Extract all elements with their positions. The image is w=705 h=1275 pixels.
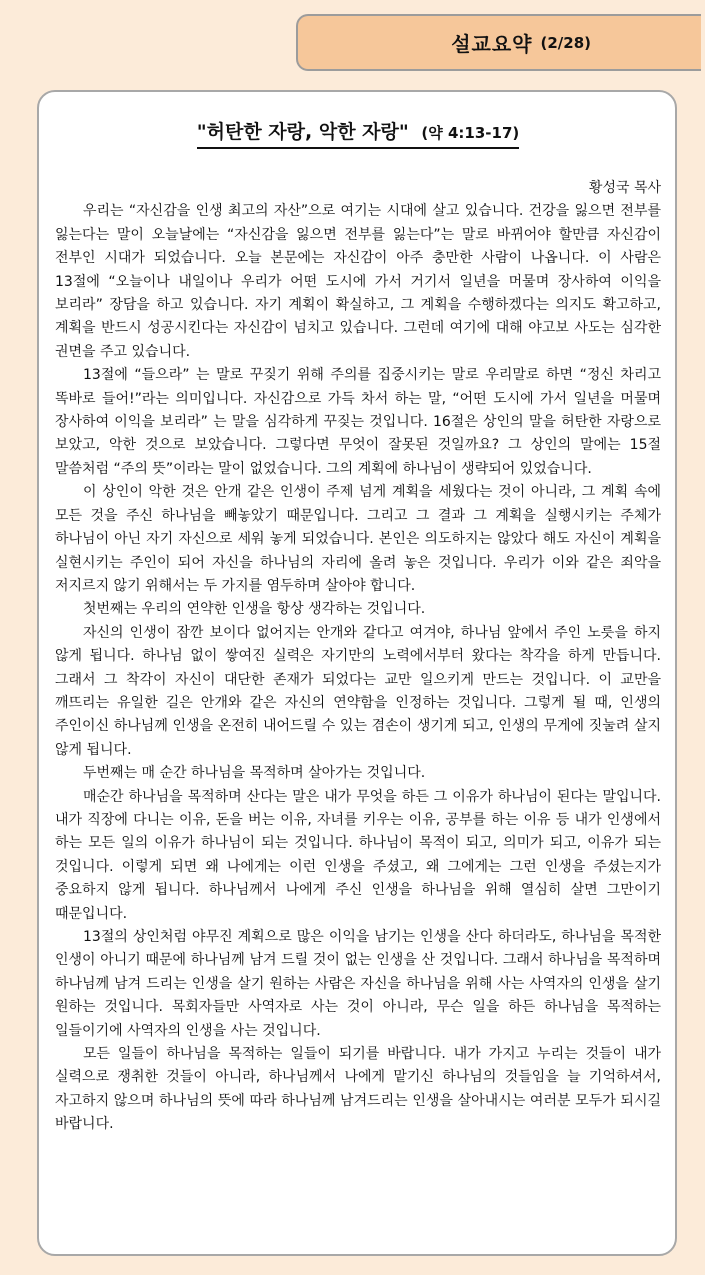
sermon-body: [55, 200, 661, 1136]
sermon-title-row: [55, 117, 661, 149]
paragraph: 두번째는 매 순간 하나님을 목적하며 살아가는 것입니다.: [83, 765, 426, 782]
paragraph: 모든 일들이 하나님을 목적하는 일들이 되기를 바랍니다. 내가 가지고 누리는 것들이 내가 실력으로 쟁취한 것들이 아니라, 하나님께서 나에게 맡기신 하나님의 것들임을 늘 기억하셔서, 자고하지 않으며 하나님의 뜻에 따라 하나님께 남겨드리는 인생을 살아내시는 여러분 모두가 되시길 바랍니다.: [55, 1046, 661, 1133]
header-title: 설교요약: [451, 32, 533, 56]
paragraph: 자신의 인생이 잠깐 보이다 없어지는 안개와 같다고 여겨야, 하나님 앞에서 주인 노릇을 하지 않게 됩니다. 하나님 없이 쌓여진 실력은 자기만의 노력에서부터 왔다는 착각을 하게 만듭니다. 그래서 그 착각이 자신이 대단한 존재가 되었다는 교만 일으키게 만드는 것입니다. 이 교만을 깨뜨리는 유일한 길은 안개와 같은 자신의 연약함을 인정하는 것입니다. 그렇게 될 때, 인생의 주인이신 하나님께 인생을 온전히 내어드릴 수 있는 겸손이 생기게 되고, 인생의 무게에 짓눌려 살지 않게 됩니다.: [55, 624, 661, 758]
sermon-title-text: "허탄한 자랑, 악한 자랑": [196, 121, 409, 143]
paragraph: 13절에 “들으라” 는 말로 꾸짖기 위해 주의를 집중시키는 말로 우리말로 하면 “정신 차리고 똑바로 들어!”라는 의미입니다. 자신감으로 가득 차서 하는 말, “어떤 도시에 가서 일년을 머물며 장사하여 이익을 보리라” 는 말을 심각하게 꾸짖는 것입니다. 16절은 상인의 말을 허탄한 자랑으로 보았고, 악한 것으로 보았습니다. 그렇다면 무엇이 잘못된 것일까요? 그 상인의 말에는 15절 말씀처럼 “주의 뜻”이라는 말이 없었습니다. 그의 계획에 하나님이 생략되어 있었습니다.: [55, 367, 661, 477]
paragraph: 매순간 하나님을 목적하며 산다는 말은 내가 무엇을 하든 그 이유가 하나님이 된다는 말입니다. 내가 직장에 다니는 이유, 돈을 버는 이유, 자녀를 키우는 이유, 공부를 하는 이유 등 내가 인생에서 하는 모든 일의 이유가 하나님이 되는 것입니다. 하나님이 목적이 되고, 의미가 되고, 이유가 되는 것입니다. 이렇게 되면 왜 나에게는 이런 인생을 주셨고, 왜 그에게는 그런 인생을 주셨는지가 중요하지 않게 됩니다. 하나님께서 나에게 주신 인생을 하나님을 위해 열심히 살면 그만이기 때문입니다.: [55, 788, 661, 922]
sermon-title: [197, 117, 520, 149]
paragraph: 이 상인이 악한 것은 안개 같은 인생이 주제 넘게 계획을 세웠다는 것이 아니라, 그 계획 속에 모든 것을 주신 하나님을 빼놓았기 때문입니다. 그리고 그 결과 그 계획을 실행시키는 주체가 하나님이 아닌 자기 자신으로 세워 놓게 되었습니다. 본인은 의도하지는 않았다 해도 자신이 계획을 실현시키는 주인이 되어 자신을 하나님의 자리에 올려 놓은 것입니다. 우리가 이와 같은 죄악을 저지르지 않기 위해서는 두 가지를 염두하며 살아야 합니다.: [55, 484, 661, 594]
paragraph: 13절의 상인처럼 야무진 계획으로 많은 이익을 남기는 인생을 산다 하더라도, 하나님을 목적한 인생이 아니기 때문에 하나님께 남겨 드릴 것이 없는 인생을 산 것입니다. 그래서 하나님을 목적하며 하나님께 남겨 드리는 인생을 살기 원하는 사람은 자신을 하나님을 위해 사는 사역자의 인생을 살기 원하는 것입니다. 목회자들만 사역자로 사는 것이 아니라, 무슨 일을 하든 하나님을 목적하는 일들이기에 사역자의 인생을 사는 것입니다.: [55, 929, 661, 1039]
header-tab: [296, 14, 701, 71]
paragraph: 우리는 “자신감을 인생 최고의 자산”으로 여기는 시대에 살고 있습니다. 건강을 잃으면 전부를 잃는다는 말이 오늘날에는 “자신감을 잃으면 전부를 잃는다”는 말로 바뀌어야 할만큼 자신감이 전부인 시대가 되었습니다. 오늘 본문에는 자신감이 아주 충만한 사람이 나옵니다. 이 사람은 13절에 “오늘이나 내일이나 우리가 어떤 도시에 가서 거기서 일년을 머물며 장사하여 이익을 보리라” 장담을 하고 있습니다. 자기 계획이 확실하고, 그 계획을 수행하겠다는 의지도 확고하고, 계획을 반드시 성공시킨다는 자신감이 넘치고 있습니다. 그런데 여기에 대해 야고보 사도는 심각한 권면을 주고 있습니다.: [55, 203, 661, 360]
paragraph: 첫번째는 우리의 연약한 인생을 항상 생각하는 것입니다.: [83, 601, 426, 618]
header-date: (2/28): [540, 33, 591, 52]
sermon-author: 황성국 목사: [588, 180, 661, 196]
sermon-panel: [37, 90, 677, 1256]
scripture-reference: (약 4:13-17): [421, 124, 520, 142]
